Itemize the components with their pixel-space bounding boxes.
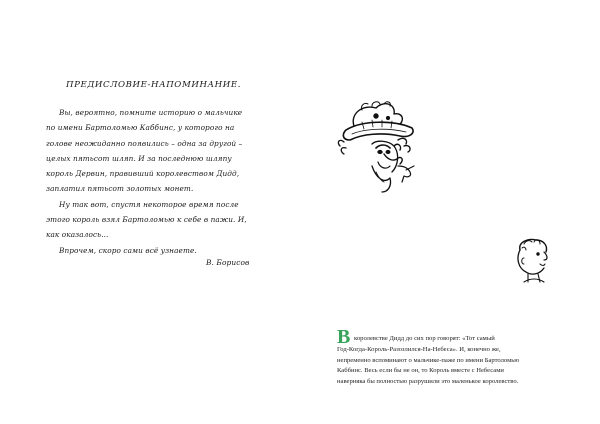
story-line: Каббинс. Весь если бы не он, то Король вместе с Небесами (337, 367, 504, 375)
dropcap: В (337, 326, 351, 348)
preface-line: король Дервин, правивший королевством Дидд, (46, 169, 240, 179)
story-opening (337, 326, 577, 387)
story-line: непременно вспоминают о мальчике-паже по имени Бартоломью (337, 356, 520, 364)
story-line: наверняка бы полностью разрушили это маленькое королевство. (337, 377, 519, 385)
preface-body (46, 105, 278, 258)
signature: В. Борисов (206, 258, 250, 267)
preface-line: этого король взял Бартоломью к себе в пажи. И, (46, 215, 247, 225)
preface-line: Впрочем, скоро сами всё узнаете. (59, 245, 197, 255)
preface-line: целых пятьсот шляп. И за последнюю шляпу (46, 153, 232, 163)
preface-line: Вы, вероятно, помните историю о мальчике (59, 108, 243, 117)
preface-line: Ну так вот, спустя некоторое время после (59, 199, 239, 209)
preface-title: ПРЕДИСЛОВИЕ-НАПОМИНАНИЕ. (66, 80, 242, 90)
story-line (337, 326, 577, 348)
story-first-line: королевстве Дидд до сих пор говорят: «Тот самый (352, 335, 495, 342)
story-line: Год-Когда-Король-Разозлился-На-Небеса». И, конечно же, (337, 346, 501, 353)
king-illustration (332, 96, 440, 196)
preface-line: по имени Бартоломью Каббинс, у которого на (46, 123, 235, 133)
boy-illustration (510, 236, 554, 286)
preface-line: голове неожиданно появились – одна за другой – (46, 138, 243, 148)
preface-line: как оказалось... (46, 230, 109, 240)
preface-line: заплатил пятьсот золотых монет. (46, 184, 194, 194)
